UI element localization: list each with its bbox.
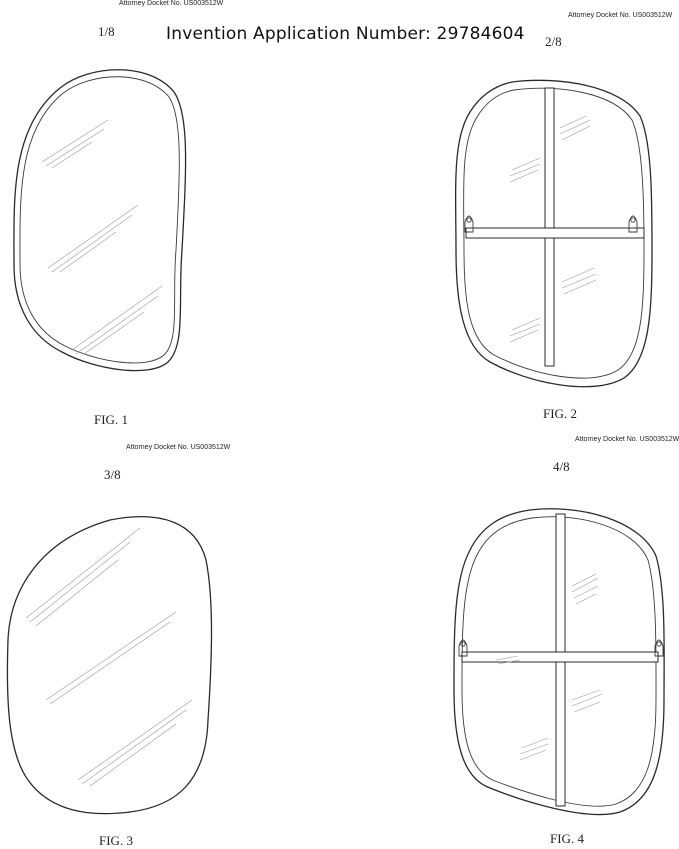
fig3-mirror-drawing [7,517,211,814]
figure-label-1: FIG. 1 [94,412,128,427]
application-number-title: Invention Application Number: 29784604 [166,24,525,44]
fig2-horizontal-brace [466,228,644,238]
fig1-inner-rim [20,77,179,363]
fig4-hanger-left-hole [461,642,465,646]
fig4-mirror-back-drawing [454,509,664,815]
figure-label-3: FIG. 3 [99,833,133,848]
sheet-number-1: 1/8 [98,24,115,39]
docket-number-sheet-2: Attorney Docket No. US003512W [568,12,673,19]
fig1-glass-reflection-lines [42,120,162,354]
fig2-hanger-left-hole [467,218,471,222]
figure-label-4: FIG. 4 [550,831,584,846]
fig4-hanger-right-hole [657,642,661,646]
docket-number-sheet-3: Attorney Docket No. US003512W [126,444,231,451]
sheet-number-3: 3/8 [104,467,121,482]
fig4-reflection-lines [496,574,602,760]
fig1-mirror-drawing [14,70,186,371]
figure-label-2: FIG. 2 [543,406,577,421]
fig2-mirror-back-drawing [456,80,652,386]
fig2-vertical-brace [545,88,554,366]
fig3-glass-reflection-lines [26,528,192,786]
fig4-horizontal-brace [462,652,658,662]
fig2-hanger-right-hole [631,218,635,222]
docket-number-sheet-1: Attorney Docket No. US003512W [119,0,224,7]
sheet-number-2: 2/8 [545,34,562,49]
sheet-number-4: 4/8 [553,459,570,474]
fig3-outer-rim [7,517,211,814]
docket-number-sheet-4: Attorney Docket No. US003512W [575,436,679,443]
